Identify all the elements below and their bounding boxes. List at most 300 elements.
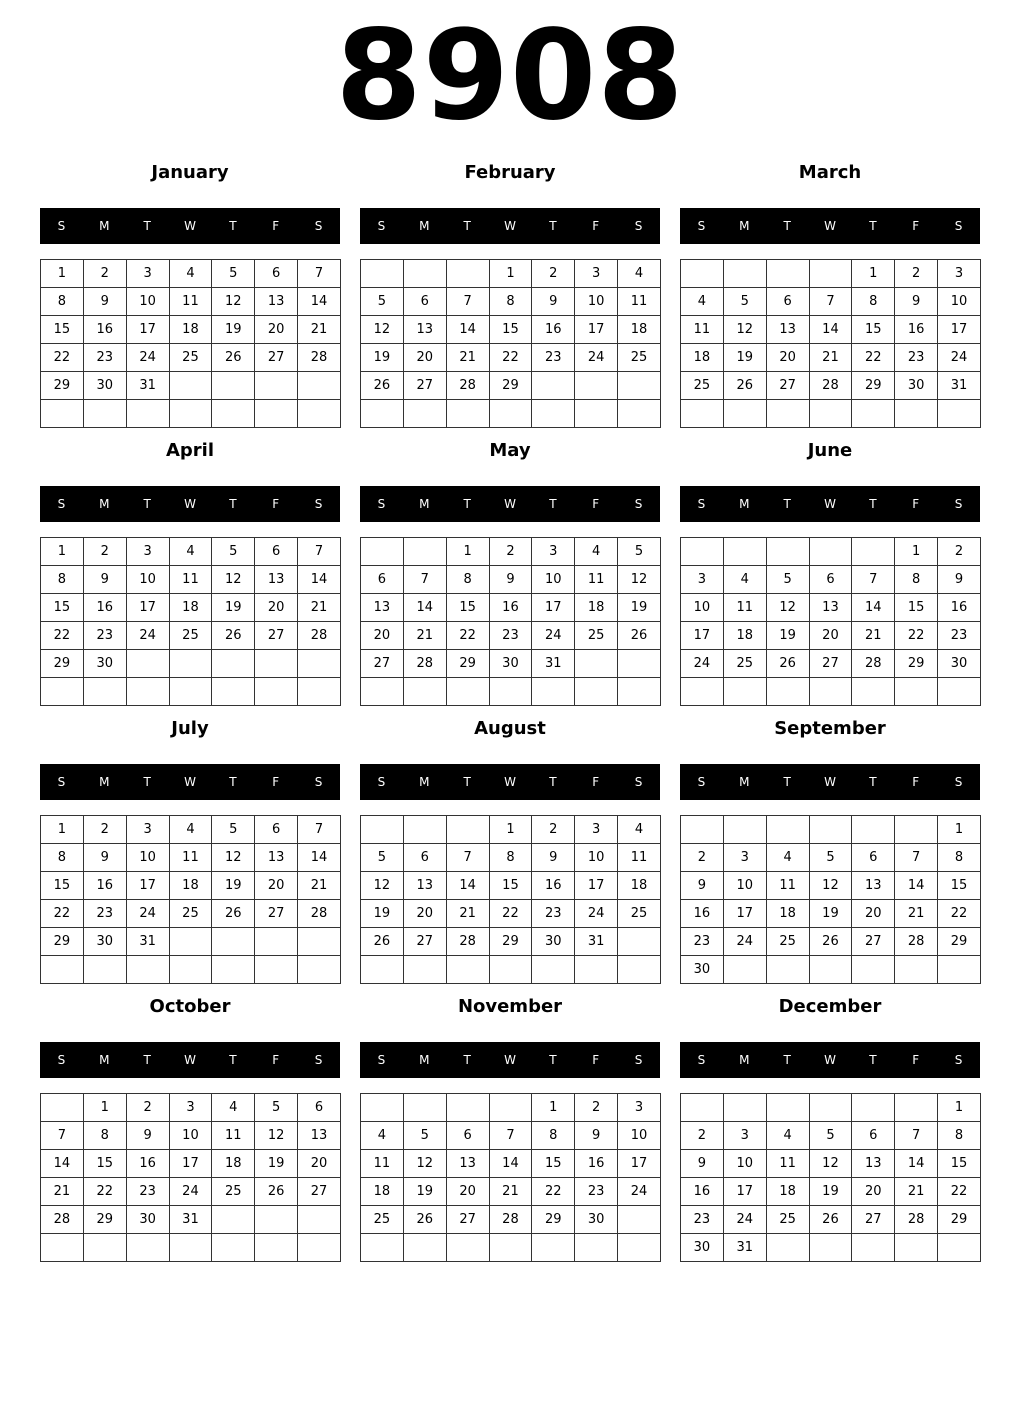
day-cell: 2 [83, 260, 126, 288]
day-cell: 4 [361, 1122, 404, 1150]
day-cell: 6 [852, 844, 895, 872]
weekday-label: T [229, 497, 237, 511]
day-cell: 31 [169, 1206, 212, 1234]
weekday-label: W [504, 775, 516, 789]
day-cell: 10 [618, 1122, 661, 1150]
day-cell: 28 [852, 650, 895, 678]
day-cell: 29 [532, 1206, 575, 1234]
day-cell [298, 1234, 341, 1262]
day-cell: 18 [169, 872, 212, 900]
weekday-label: W [824, 1053, 836, 1067]
day-cell [895, 678, 938, 706]
week-row [41, 1150, 341, 1178]
day-cell: 4 [575, 538, 618, 566]
day-cell: 6 [852, 1122, 895, 1150]
week-row [361, 1234, 661, 1262]
month-name: July [171, 718, 209, 739]
day-grid [680, 1093, 981, 1262]
day-cell: 16 [126, 1150, 169, 1178]
day-cell: 11 [169, 566, 212, 594]
weekday-label: S [634, 1053, 643, 1067]
day-cell: 17 [723, 900, 766, 928]
day-cell: 26 [403, 1206, 446, 1234]
day-cell [446, 956, 489, 984]
weekday-label: T [549, 497, 557, 511]
day-cell: 23 [681, 928, 724, 956]
day-cell: 24 [938, 344, 981, 372]
weekday-header [360, 208, 660, 244]
day-cell: 18 [169, 316, 212, 344]
day-cell: 24 [126, 622, 169, 650]
day-cell: 12 [809, 872, 852, 900]
day-cell: 25 [169, 900, 212, 928]
day-cell: 25 [169, 344, 212, 372]
day-cell [532, 678, 575, 706]
day-cell: 8 [852, 288, 895, 316]
weekday-label: S [954, 1053, 963, 1067]
day-cell: 6 [403, 844, 446, 872]
weekday-label: F [592, 1053, 600, 1067]
day-cell [126, 400, 169, 428]
day-cell: 30 [83, 650, 126, 678]
day-cell: 22 [41, 344, 84, 372]
day-cell: 25 [766, 928, 809, 956]
day-cell [532, 1234, 575, 1262]
weekday-label: S [697, 775, 706, 789]
day-cell: 5 [212, 816, 255, 844]
day-cell: 26 [723, 372, 766, 400]
day-cell: 29 [41, 372, 84, 400]
day-cell [403, 816, 446, 844]
day-cell: 1 [41, 816, 84, 844]
day-cell [681, 400, 724, 428]
weekday-label: M [99, 775, 110, 789]
day-cell: 11 [681, 316, 724, 344]
day-cell: 25 [212, 1178, 255, 1206]
day-cell [852, 538, 895, 566]
day-cell: 3 [723, 844, 766, 872]
day-cell [255, 1206, 298, 1234]
day-cell: 12 [618, 566, 661, 594]
day-cell [255, 1234, 298, 1262]
day-grid [40, 1093, 341, 1262]
day-cell [169, 650, 212, 678]
week-row [681, 622, 981, 650]
day-cell: 27 [446, 1206, 489, 1234]
day-cell: 8 [446, 566, 489, 594]
weekday-label: S [954, 775, 963, 789]
day-cell: 13 [255, 566, 298, 594]
day-cell: 21 [852, 622, 895, 650]
day-cell: 28 [446, 372, 489, 400]
day-cell: 8 [532, 1122, 575, 1150]
day-cell: 20 [255, 872, 298, 900]
week-row [361, 372, 661, 400]
day-cell: 28 [403, 650, 446, 678]
day-cell: 22 [489, 900, 532, 928]
week-row [681, 1178, 981, 1206]
weekday-label: T [549, 1053, 557, 1067]
day-cell: 4 [723, 566, 766, 594]
day-cell: 19 [212, 594, 255, 622]
day-cell [169, 372, 212, 400]
day-cell [938, 956, 981, 984]
day-cell: 12 [361, 872, 404, 900]
weekday-header [360, 486, 660, 522]
day-cell: 12 [766, 594, 809, 622]
day-cell [575, 956, 618, 984]
day-cell: 4 [618, 260, 661, 288]
day-cell: 20 [446, 1178, 489, 1206]
day-cell [895, 1094, 938, 1122]
week-row [361, 566, 661, 594]
week-row [361, 1122, 661, 1150]
weekday-label: S [57, 497, 66, 511]
day-cell [766, 260, 809, 288]
day-cell: 19 [809, 1178, 852, 1206]
day-cell [575, 400, 618, 428]
day-cell: 7 [446, 844, 489, 872]
day-cell: 16 [575, 1150, 618, 1178]
week-row [41, 260, 341, 288]
weekday-label: S [314, 219, 323, 233]
weekday-header [360, 1042, 660, 1078]
day-cell [723, 260, 766, 288]
day-cell [361, 956, 404, 984]
day-cell: 2 [532, 260, 575, 288]
weekday-label: S [377, 219, 386, 233]
day-cell: 7 [298, 538, 341, 566]
day-cell: 6 [446, 1122, 489, 1150]
month-name: January [151, 162, 229, 183]
day-cell: 26 [212, 622, 255, 650]
day-cell: 24 [618, 1178, 661, 1206]
day-cell [489, 1094, 532, 1122]
day-cell: 18 [618, 872, 661, 900]
weekday-label: M [419, 219, 430, 233]
day-cell: 1 [489, 816, 532, 844]
day-cell: 2 [489, 538, 532, 566]
day-cell: 6 [298, 1094, 341, 1122]
day-cell: 24 [723, 1206, 766, 1234]
day-cell [852, 1094, 895, 1122]
day-cell [575, 650, 618, 678]
day-cell [169, 400, 212, 428]
day-cell [446, 816, 489, 844]
day-cell: 20 [298, 1150, 341, 1178]
day-cell: 28 [446, 928, 489, 956]
day-cell: 5 [212, 260, 255, 288]
day-cell: 5 [212, 538, 255, 566]
day-cell: 10 [126, 844, 169, 872]
day-cell: 25 [618, 344, 661, 372]
weekday-label: W [824, 497, 836, 511]
day-cell: 18 [575, 594, 618, 622]
day-cell: 15 [895, 594, 938, 622]
day-cell: 17 [126, 594, 169, 622]
day-cell [361, 678, 404, 706]
day-cell: 16 [532, 316, 575, 344]
day-cell [489, 1234, 532, 1262]
day-cell: 1 [852, 260, 895, 288]
week-row [41, 1178, 341, 1206]
day-cell: 1 [83, 1094, 126, 1122]
day-cell: 17 [938, 316, 981, 344]
weekday-label: F [272, 219, 280, 233]
day-cell: 25 [169, 622, 212, 650]
day-cell [298, 650, 341, 678]
weekday-label: M [739, 219, 750, 233]
day-cell: 11 [361, 1150, 404, 1178]
day-cell: 23 [83, 900, 126, 928]
day-cell: 7 [895, 844, 938, 872]
day-cell: 14 [809, 316, 852, 344]
day-cell: 14 [403, 594, 446, 622]
day-cell: 7 [852, 566, 895, 594]
day-cell [681, 1094, 724, 1122]
day-cell: 15 [489, 872, 532, 900]
day-cell: 3 [575, 816, 618, 844]
weekday-label: W [184, 219, 196, 233]
day-cell: 29 [41, 928, 84, 956]
day-cell [212, 1206, 255, 1234]
week-row [681, 900, 981, 928]
month-name: April [165, 440, 215, 461]
day-cell: 27 [255, 900, 298, 928]
day-cell [255, 400, 298, 428]
day-cell: 28 [298, 900, 341, 928]
weekday-label: T [869, 497, 877, 511]
day-cell [681, 260, 724, 288]
week-row [681, 844, 981, 872]
day-cell [618, 372, 661, 400]
week-row [41, 678, 341, 706]
weekday-label: T [229, 775, 237, 789]
day-cell: 10 [126, 288, 169, 316]
day-cell: 9 [83, 566, 126, 594]
weekday-label: F [592, 219, 600, 233]
week-row [41, 1206, 341, 1234]
day-cell: 21 [809, 344, 852, 372]
day-cell: 15 [938, 872, 981, 900]
day-cell: 28 [895, 928, 938, 956]
weekday-label: T [869, 219, 877, 233]
day-cell: 3 [618, 1094, 661, 1122]
day-cell: 5 [255, 1094, 298, 1122]
day-cell: 24 [126, 344, 169, 372]
day-cell: 3 [169, 1094, 212, 1122]
day-cell: 2 [83, 816, 126, 844]
day-cell: 1 [938, 816, 981, 844]
day-cell [723, 400, 766, 428]
day-cell: 26 [766, 650, 809, 678]
day-cell: 6 [255, 538, 298, 566]
weekday-label: T [229, 1053, 237, 1067]
day-cell: 27 [255, 344, 298, 372]
day-cell: 14 [489, 1150, 532, 1178]
day-cell: 2 [575, 1094, 618, 1122]
day-cell: 14 [446, 872, 489, 900]
day-cell: 22 [895, 622, 938, 650]
day-cell: 14 [895, 872, 938, 900]
weekday-label: S [697, 497, 706, 511]
day-cell: 13 [403, 872, 446, 900]
day-cell: 31 [126, 372, 169, 400]
week-row [41, 844, 341, 872]
day-cell: 9 [83, 288, 126, 316]
day-cell: 10 [723, 872, 766, 900]
weekday-header [40, 1042, 340, 1078]
day-cell [723, 816, 766, 844]
day-cell [212, 928, 255, 956]
day-cell: 20 [852, 900, 895, 928]
weekday-label: T [783, 219, 791, 233]
day-cell: 17 [618, 1150, 661, 1178]
weekday-label: S [314, 775, 323, 789]
day-cell: 26 [809, 928, 852, 956]
day-cell: 7 [298, 816, 341, 844]
day-cell: 7 [298, 260, 341, 288]
day-cell [255, 928, 298, 956]
month-name: September [774, 718, 886, 739]
day-cell [618, 1206, 661, 1234]
day-cell [766, 816, 809, 844]
weekday-label: F [592, 497, 600, 511]
day-cell: 19 [361, 900, 404, 928]
day-cell: 23 [575, 1178, 618, 1206]
day-cell: 9 [532, 844, 575, 872]
week-row [361, 400, 661, 428]
weekday-label: T [549, 219, 557, 233]
weekday-header [40, 764, 340, 800]
weekday-label: T [143, 1053, 151, 1067]
day-cell [723, 538, 766, 566]
weekday-label: W [504, 219, 516, 233]
weekday-label: T [869, 1053, 877, 1067]
day-cell: 25 [766, 1206, 809, 1234]
day-cell [489, 956, 532, 984]
day-cell [809, 400, 852, 428]
day-cell [212, 400, 255, 428]
day-cell: 11 [618, 844, 661, 872]
weekday-label: F [912, 497, 920, 511]
day-cell: 14 [298, 844, 341, 872]
day-cell: 12 [361, 316, 404, 344]
day-cell: 15 [41, 872, 84, 900]
day-cell: 2 [532, 816, 575, 844]
week-row [41, 566, 341, 594]
day-cell [298, 372, 341, 400]
day-cell: 1 [895, 538, 938, 566]
weekday-label: T [143, 775, 151, 789]
day-cell: 19 [766, 622, 809, 650]
weekday-label: S [314, 497, 323, 511]
day-cell: 19 [618, 594, 661, 622]
day-cell: 10 [681, 594, 724, 622]
day-cell: 8 [938, 844, 981, 872]
day-cell: 7 [489, 1122, 532, 1150]
day-cell: 15 [41, 594, 84, 622]
weekday-label: M [99, 219, 110, 233]
week-row [361, 872, 661, 900]
day-cell: 8 [83, 1122, 126, 1150]
week-row [681, 1150, 981, 1178]
day-cell: 13 [852, 872, 895, 900]
day-cell: 23 [126, 1178, 169, 1206]
day-cell: 3 [532, 538, 575, 566]
day-cell: 1 [41, 260, 84, 288]
day-cell: 21 [446, 344, 489, 372]
day-cell [298, 956, 341, 984]
day-cell: 30 [489, 650, 532, 678]
day-cell: 31 [723, 1234, 766, 1262]
day-cell: 23 [83, 622, 126, 650]
day-cell: 8 [41, 844, 84, 872]
day-cell [852, 816, 895, 844]
day-cell [809, 538, 852, 566]
day-cell: 5 [361, 288, 404, 316]
week-row [681, 538, 981, 566]
day-cell: 26 [809, 1206, 852, 1234]
day-cell: 4 [681, 288, 724, 316]
day-cell [126, 1234, 169, 1262]
weekday-label: W [184, 497, 196, 511]
day-cell [41, 1094, 84, 1122]
day-cell [126, 650, 169, 678]
month-name: October [149, 996, 231, 1017]
day-cell: 13 [403, 316, 446, 344]
weekday-label: S [377, 1053, 386, 1067]
day-cell: 12 [212, 844, 255, 872]
day-cell: 11 [766, 872, 809, 900]
day-cell: 16 [681, 900, 724, 928]
day-cell: 24 [723, 928, 766, 956]
day-cell: 9 [83, 844, 126, 872]
day-cell [83, 678, 126, 706]
day-cell: 22 [938, 900, 981, 928]
day-cell: 25 [618, 900, 661, 928]
weekday-label: F [912, 1053, 920, 1067]
day-cell: 25 [681, 372, 724, 400]
day-cell: 11 [212, 1122, 255, 1150]
day-cell [766, 1234, 809, 1262]
week-row [361, 622, 661, 650]
day-cell: 20 [403, 344, 446, 372]
day-cell: 22 [41, 900, 84, 928]
day-cell [895, 400, 938, 428]
day-cell: 21 [446, 900, 489, 928]
day-cell [255, 956, 298, 984]
day-cell: 2 [681, 844, 724, 872]
week-row [41, 344, 341, 372]
day-cell: 16 [895, 316, 938, 344]
day-grid [40, 537, 341, 706]
week-row [681, 566, 981, 594]
weekday-label: M [99, 497, 110, 511]
day-cell: 9 [532, 288, 575, 316]
day-cell: 27 [298, 1178, 341, 1206]
day-cell: 7 [809, 288, 852, 316]
day-cell: 29 [446, 650, 489, 678]
weekday-label: T [229, 219, 237, 233]
week-row [681, 1234, 981, 1262]
week-row [681, 372, 981, 400]
day-cell: 14 [298, 288, 341, 316]
week-row [361, 260, 661, 288]
week-row [41, 1094, 341, 1122]
day-cell [618, 400, 661, 428]
day-cell: 5 [809, 844, 852, 872]
